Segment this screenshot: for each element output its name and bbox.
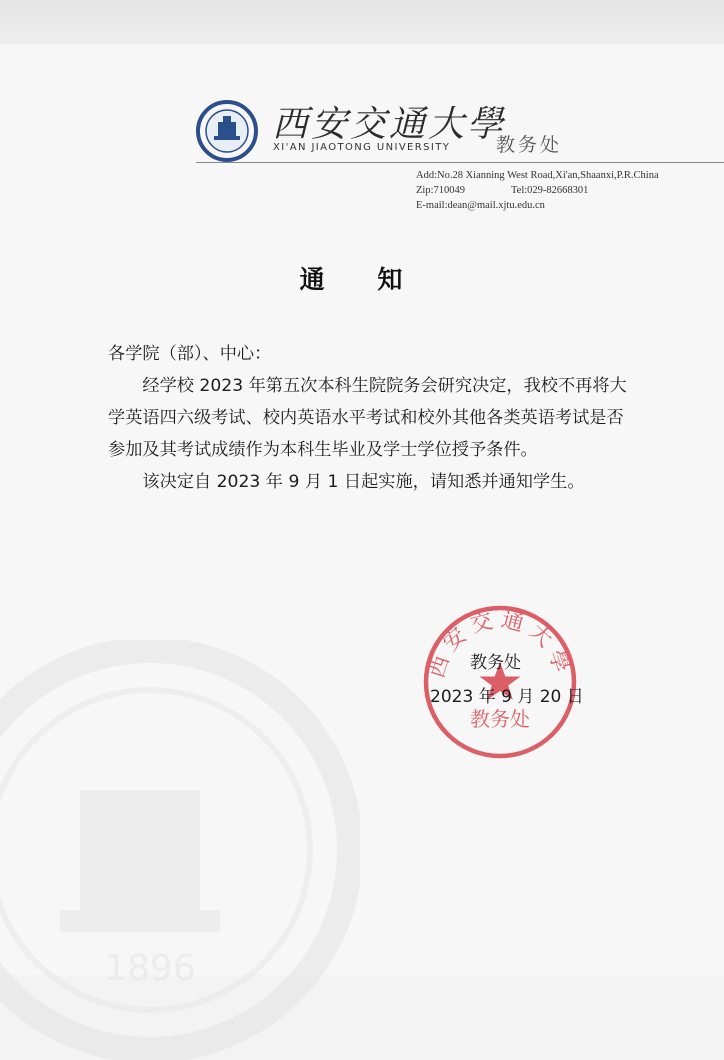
notice-title: 通 知 [299,265,425,294]
university-name-script: 西安交通大學 [272,104,507,145]
salutation: 各学院（部）、中心： [108,344,272,364]
stamp-arc-text: 西安交通大學 [424,607,576,682]
university-seal-watermark-icon [0,640,360,1060]
department-name: 教务处 [496,134,563,156]
notice-paragraph: 该决定自 2023 年 9 月 1 日起实施，请知悉并通知学生。 [142,472,585,492]
contact-block [416,168,659,213]
contact-tel: Tel:029-82668301 [511,185,589,196]
contact-zip-tel [416,183,659,198]
signature-date: 2023 年 9 月 20 日 [430,687,584,707]
contact-zip: Zip:710049 [416,185,465,196]
university-seal-icon [196,100,258,162]
page-top-shadow [0,0,724,48]
letterhead-divider [196,162,724,163]
contact-address: Add:No.28 Xianning West Road,Xi'an,Shaanxi,P.R.China [416,170,659,181]
signature-org: 教务处 [470,653,521,673]
university-name-english: XI'AN JIAOTONG UNIVERSITY [273,142,451,153]
contact-email: E-mail:dean@mail.xjtu.edu.cn [416,200,545,211]
stamp-center-text: 教务处 [470,707,530,731]
notice-body [108,338,628,498]
watermark-year: 1896 [104,948,196,989]
notice-paragraph: 经学校 2023 年第五次本科生院院务会研究决定，我校不再将大学英语四六级考试、校内英语水平考试和校外其他各类英语考试是否参加及其考试成绩作为本科生毕业及学士学位授予条件。 [108,376,627,460]
